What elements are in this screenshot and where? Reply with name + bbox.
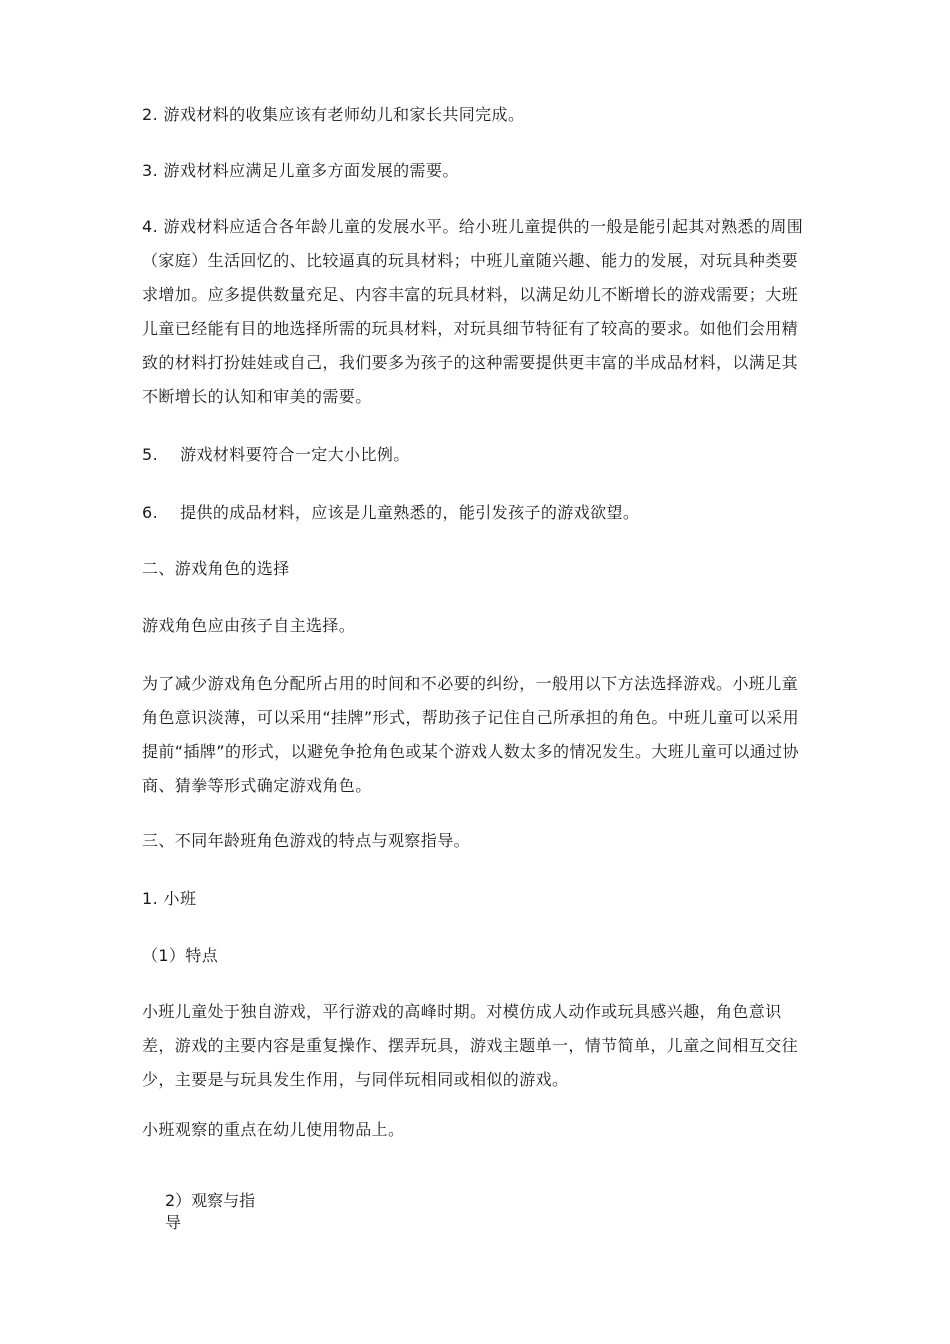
paragraph-role-methods: 为了减少游戏角色分配所占用的时间和不必要的纠纷，一般用以下方法选择游戏。小班儿童角色意识淡薄，可以采用“挂牌”形式，帮助孩子记住自己所承担的角色。中班儿童可以采用提前“插牌”的形式，以避免争抢角色或某个游戏人数太多的情况发生。大班儿童可以通过协商、猜拳等形式确定游戏角色。 (142, 674, 799, 795)
section-heading-3: 三、不同年龄班角色游戏的特点与观察指导。 (142, 831, 471, 850)
item-number: 6. (142, 503, 159, 522)
subheading-small-class: 1. 小班 (142, 889, 197, 908)
paragraph-role-choice: 游戏角色应由孩子自主选择。 (142, 616, 356, 635)
paragraph-item-6 (142, 496, 814, 530)
subheading-observation-guidance: 2）观察与指导 (165, 1191, 256, 1232)
section-heading-2: 二、游戏角色的选择 (142, 559, 290, 578)
item-text: 游戏材料要符合一定大小比例。 (180, 445, 410, 464)
paragraph-item-3: 3. 游戏材料应满足儿童多方面发展的需要。 (142, 161, 459, 180)
item-text: 提供的成品材料，应该是儿童熟悉的，能引发孩子的游戏欲望。 (180, 503, 640, 522)
subheading-features: （1）特点 (142, 946, 219, 965)
paragraph-item-2: 2. 游戏材料的收集应该有老师幼儿和家长共同完成。 (142, 105, 525, 124)
paragraph-item-4: 4. 游戏材料应适合各年龄儿童的发展水平。给小班儿童提供的一般是能引起其对熟悉的周围（家庭）生活回忆的、比较逼真的玩具材料；中班儿童随兴趣、能力的发展，对玩具种类要求增加。应多提供数量充足、内容丰富的玩具材料，以满足幼儿不断增长的游戏需要；大班儿童已经能有目的地选择所需的玩具材料，对玩具细节特征有了较高的要求。如他们会用精致的材料打扮娃娃或自己，我们要多为孩子的这种需要提供更丰富的半成品材料，以满足其不断增长的认知和审美的需要。 (142, 217, 804, 406)
item-number: 5. (142, 445, 159, 464)
paragraph-item-5 (142, 438, 814, 472)
paragraph-small-class-features: 小班儿童处于独自游戏，平行游戏的高峰时期。对模仿成人动作或玩具感兴趣，角色意识差，游戏的主要内容是重复操作、摆弄玩具，游戏主题单一，情节简单，儿童之间相互交往少，主要是与玩具发生作用，与同伴玩相同或相似的游戏。 (142, 1002, 799, 1089)
paragraph-observation-focus: 小班观察的重点在幼儿使用物品上。 (142, 1120, 405, 1139)
